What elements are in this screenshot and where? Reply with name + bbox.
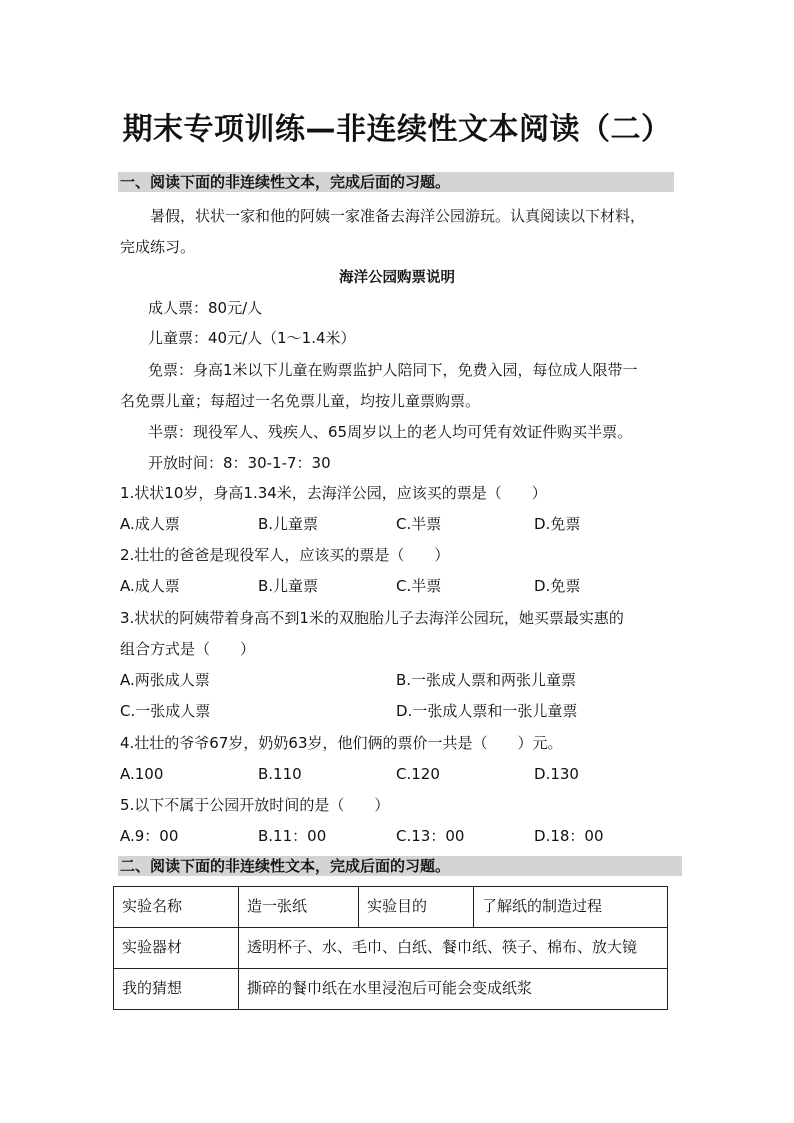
- q2-option-d: D.免票: [534, 577, 581, 595]
- q1-option-d: D.免票: [534, 515, 581, 533]
- q5-option-c: C.13：00: [396, 827, 465, 845]
- table-row: [114, 969, 668, 1010]
- q2-option-c: C.半票: [396, 577, 442, 595]
- q4-option-b: B.110: [258, 765, 302, 783]
- q3-option-a: A.两张成人票: [120, 671, 210, 689]
- q5-option-b: B.11：00: [258, 827, 327, 845]
- table-row: [114, 887, 668, 928]
- q1-option-b: B.儿童票: [258, 515, 319, 533]
- question-3-line-1: 3.状状的阿姨带着身高不到1米的双胞胎儿子去海洋公园玩，她买票最实惠的: [120, 609, 624, 627]
- table-cell: 了解纸的制造过程: [474, 887, 668, 928]
- table-cell: 造一张纸: [239, 887, 359, 928]
- child-ticket: 儿童票：40元/人（1～1.4米）: [148, 329, 356, 347]
- half-ticket: 半票：现役军人、残疾人、65周岁以上的老人均可凭有效证件购买半票。: [148, 423, 633, 441]
- q4-option-c: C.120: [396, 765, 440, 783]
- section-2-heading: 二、阅读下面的非连续性文本，完成后面的习题。: [118, 856, 682, 876]
- q4-option-d: D.130: [534, 765, 579, 783]
- table-row: [114, 928, 668, 969]
- table-cell: 透明杯子、水、毛巾、白纸、餐巾纸、筷子、棉布、放大镜: [239, 928, 668, 969]
- question-2: 2.壮壮的爸爸是现役军人，应该买的票是（ ）: [120, 546, 450, 564]
- table-cell: 实验目的: [359, 887, 474, 928]
- adult-ticket: 成人票：80元/人: [148, 299, 263, 317]
- opening-hours: 开放时间：8：30-1-7：30: [148, 454, 331, 472]
- question-3-line-2: 组合方式是（ ）: [120, 640, 256, 658]
- q3-option-d: D.一张成人票和一张儿童票: [396, 702, 578, 720]
- experiment-table: [113, 886, 668, 1010]
- table-cell: 撕碎的餐巾纸在水里浸泡后可能会变成纸浆: [239, 969, 668, 1010]
- q1-option-a: A.成人票: [120, 515, 180, 533]
- free-ticket-line-2: 名免票儿童；每超过一名免票儿童，均按儿童票购票。: [120, 392, 481, 410]
- q3-option-c: C.一张成人票: [120, 702, 211, 720]
- question-5: 5.以下不属于公园开放时间的是（ ）: [120, 796, 390, 814]
- table-cell: 实验器材: [114, 928, 239, 969]
- intro-line-1: 暑假，状状一家和他的阿姨一家准备去海洋公园游玩。认真阅读以下材料，: [150, 207, 646, 225]
- table-cell: 我的猜想: [114, 969, 239, 1010]
- q4-option-a: A.100: [120, 765, 164, 783]
- q1-option-c: C.半票: [396, 515, 442, 533]
- section-1-heading: 一、阅读下面的非连续性文本，完成后面的习题。: [118, 172, 674, 192]
- q2-option-a: A.成人票: [120, 577, 180, 595]
- question-4: 4.壮壮的爷爷67岁，奶奶63岁，他们俩的票价一共是（ ）元。: [120, 734, 563, 752]
- q5-option-d: D.18：00: [534, 827, 604, 845]
- table-cell: 实验名称: [114, 887, 239, 928]
- q5-option-a: A.9：00: [120, 827, 179, 845]
- page-title: 期末专项训练—非连续性文本阅读（二）: [122, 112, 672, 147]
- intro-line-2: 完成练习。: [120, 238, 196, 256]
- free-ticket-line-1: 免票：身高1米以下儿童在购票监护人陪同下，免费入园，每位成人限带一: [148, 361, 638, 379]
- notice-title: 海洋公园购票说明: [339, 270, 455, 286]
- q2-option-b: B.儿童票: [258, 577, 319, 595]
- q3-option-b: B.一张成人票和两张儿童票: [396, 671, 577, 689]
- question-1: 1.状状10岁，身高1.34米，去海洋公园，应该买的票是（ ）: [120, 484, 547, 502]
